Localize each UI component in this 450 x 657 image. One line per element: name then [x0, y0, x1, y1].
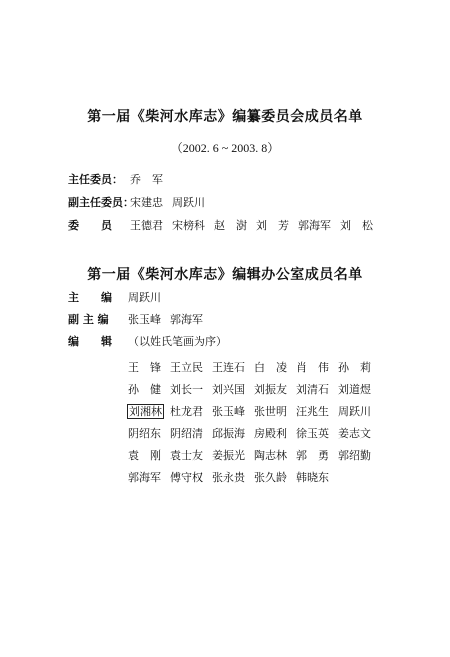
editor-name [128, 445, 170, 467]
director-name: 乔 军 [130, 173, 163, 186]
editor-name [170, 445, 212, 467]
chief-editor-names [128, 290, 170, 306]
member-name: 刘 松 [340, 219, 373, 232]
deputy-editor-name: 郭海军 [170, 313, 203, 326]
editor-name [128, 357, 170, 379]
deputy-director-row [68, 195, 214, 211]
office-title: 第一届《柴河水库志》编辑办公室成员名单 [87, 267, 363, 283]
editor-name-text: 刘清石 [296, 383, 329, 396]
editor-name [296, 423, 338, 445]
editor-name-text: 张玉峰 [212, 405, 245, 418]
editor-name-text: 姜振光 [212, 449, 245, 462]
editor-name-text: 刘兴国 [212, 383, 245, 396]
editor-name-text: 张永贵 [212, 471, 245, 484]
editor-name [254, 379, 296, 401]
member-name: 刘 芳 [256, 219, 289, 232]
editor-name [296, 467, 338, 489]
editor-name-text: 刘长一 [170, 383, 203, 396]
editor-name [212, 423, 254, 445]
editor-name [212, 401, 254, 423]
director-label: 主任委员： [68, 173, 123, 186]
editor-name-text: 王立民 [170, 361, 203, 374]
editor-name [296, 379, 338, 401]
editor-name [170, 401, 212, 423]
editors-grid-row [128, 423, 378, 445]
editors-grid-row [128, 357, 378, 379]
chief-editor-name: 周跃川 [128, 291, 161, 304]
editor-name-text: 邱振海 [212, 427, 245, 440]
chief-editor-row [68, 290, 170, 306]
members-row [68, 218, 382, 234]
member-name: 郭海军 [298, 219, 331, 232]
editors-note: （以姓氏笔画为序） [128, 335, 227, 348]
editor-name-text: 郭海军 [128, 471, 161, 484]
editor-name-text: 袁 刚 [128, 449, 161, 462]
editor-name [128, 467, 170, 489]
editor-name [212, 357, 254, 379]
editor-name-text: 姜志文 [338, 427, 371, 440]
director-names [130, 172, 172, 188]
deputy-director-label: 副主任委员： [68, 196, 134, 209]
editor-name-text: 张久龄 [254, 471, 287, 484]
member-name: 王德君 [130, 219, 163, 232]
editor-name [254, 445, 296, 467]
editor-name-text: 汪兆生 [296, 405, 329, 418]
deputy-director-name: 周跃川 [172, 196, 205, 209]
editor-name [338, 379, 380, 401]
editor-name-text: 周跃川 [338, 405, 371, 418]
editor-name-text: 王连石 [212, 361, 245, 374]
members-label: 委 员 [68, 219, 112, 232]
editor-name-text: 白 凌 [254, 361, 287, 374]
editors-grid [128, 357, 378, 489]
committee-title: 第一届《柴河水库志》编纂委员会成员名单 [87, 109, 363, 125]
editor-name-text: 孙 莉 [338, 361, 371, 374]
deputy-editor-names [128, 312, 212, 328]
editor-name-text: 房殿利 [254, 427, 287, 440]
editor-name-text: 王 锋 [128, 361, 161, 374]
editor-name-text: 刘振友 [254, 383, 287, 396]
editor-name [254, 423, 296, 445]
editor-name [212, 445, 254, 467]
editor-name-text: 郭绍勤 [338, 449, 371, 462]
member-name: 赵 澍 [214, 219, 247, 232]
committee-date-range: （2002. 6 ~ 2003. 8） [170, 141, 280, 155]
editor-name-text: 郭 勇 [296, 449, 329, 462]
editor-name [254, 357, 296, 379]
editors-label: 编 辑 [68, 335, 112, 348]
editors-grid-row [128, 445, 378, 467]
editor-name-text: 徐玉英 [296, 427, 329, 440]
editor-name [128, 401, 170, 423]
editor-name [128, 423, 170, 445]
editor-name-text: 阴绍东 [128, 427, 161, 440]
editor-name-text: 杜龙君 [170, 405, 203, 418]
deputy-editor-label: 副 主 编 [68, 313, 109, 326]
editor-name-text: 张世明 [254, 405, 287, 418]
director-row [68, 172, 172, 188]
editor-name-text: 韩晓东 [296, 471, 329, 484]
editor-name [338, 423, 380, 445]
editor-name-text: 傅守权 [170, 471, 203, 484]
deputy-director-name: 宋建忠 [130, 196, 163, 209]
editors-row [68, 334, 227, 350]
editor-name-text: 孙 健 [128, 383, 161, 396]
editors-grid-row [128, 401, 378, 423]
editor-name [170, 467, 212, 489]
editor-name [338, 357, 380, 379]
editor-name [170, 357, 212, 379]
editor-name-text: 陶志林 [254, 449, 287, 462]
editor-name-text: 袁士友 [170, 449, 203, 462]
editor-name [212, 467, 254, 489]
editor-name [128, 379, 170, 401]
editors-grid-row [128, 379, 378, 401]
deputy-editor-row [68, 312, 212, 328]
editor-name [254, 467, 296, 489]
editor-name-text: 阴绍清 [170, 427, 203, 440]
editor-name [212, 379, 254, 401]
editor-name [338, 445, 380, 467]
editor-name [170, 423, 212, 445]
editor-name [170, 379, 212, 401]
editor-name-text: 刘湘林 [129, 405, 162, 418]
members-names [130, 218, 382, 234]
deputy-director-names [130, 195, 214, 211]
editor-name [296, 445, 338, 467]
editor-name [296, 401, 338, 423]
deputy-editor-name: 张玉峰 [128, 313, 161, 326]
editor-name [296, 357, 338, 379]
editor-name-text: 肖 伟 [296, 361, 329, 374]
editor-name-text: 刘道煜 [338, 383, 371, 396]
editors-grid-row [128, 467, 378, 489]
member-name: 宋榜科 [172, 219, 205, 232]
editor-name [254, 401, 296, 423]
chief-editor-label: 主 编 [68, 291, 112, 304]
editor-name [338, 401, 380, 423]
